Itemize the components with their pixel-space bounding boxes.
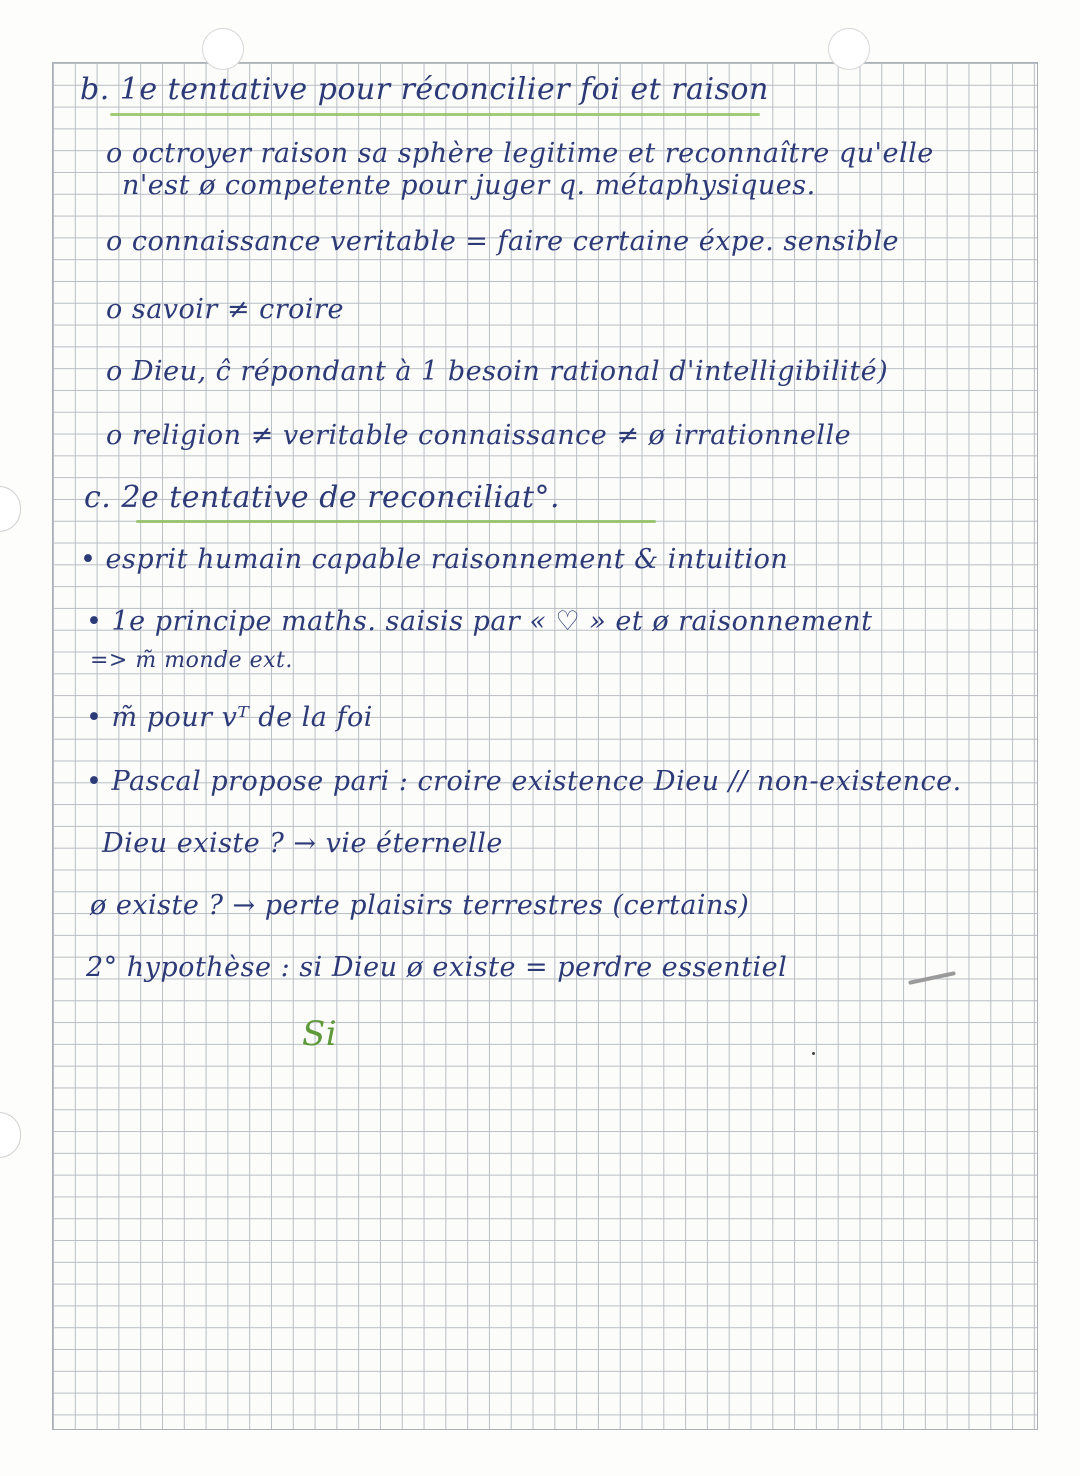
ink-dot [812,1052,815,1055]
section-c-line-8: 2° hypothèse : si Dieu ø existe = perdre essentiel [86,952,788,983]
section-b-title-underline [110,113,760,116]
section-c-line-4: • m̃ pour vᵀ de la foi [86,702,373,733]
section-c-line-2: • 1e principe maths. saisis par « ♡ » et ø raisonnement [86,606,873,637]
section-c-line-6: Dieu existe ? → vie éternelle [102,828,503,859]
section-c-line-5: • Pascal propose pari : croire existence Dieu // non-existence. [86,766,962,797]
punch-hole-left [202,28,244,70]
graph-paper-grid [52,62,1038,1430]
section-b-line-6: o religion ≠ veritable connaissance ≠ ø irrationnelle [106,420,852,451]
punch-hole-right [828,28,870,70]
page-edge-notch-lower [0,1112,21,1158]
page-edge-notch-upper [0,486,21,532]
section-c-title: c. 2e tentative de reconciliat°. [84,480,561,515]
section-b-line-5: o Dieu, ĉ répondant à 1 besoin rational d'intelligibilité) [106,356,889,387]
section-b-line-2: n'est ø competente pour juger q. métaphysiques. [122,170,816,201]
section-b-title: b. 1e tentative pour réconcilier foi et raison [80,72,769,107]
section-c-line-3: => m̃ monde ext. [90,648,293,673]
section-c-line-7: ø existe ? → perte plaisirs terrestres (certains) [90,890,750,921]
section-b-line-1: o octroyer raison sa sphère legitime et reconnaître qu'elle [106,138,934,169]
section-c-line-1: • esprit humain capable raisonnement & intuition [80,544,789,575]
section-c-title-underline [136,520,656,523]
green-annotation: Si [302,1014,338,1054]
section-b-line-3: o connaissance veritable = faire certaine éxpe. sensible [106,226,899,257]
section-b-line-4: o savoir ≠ croire [106,294,344,325]
